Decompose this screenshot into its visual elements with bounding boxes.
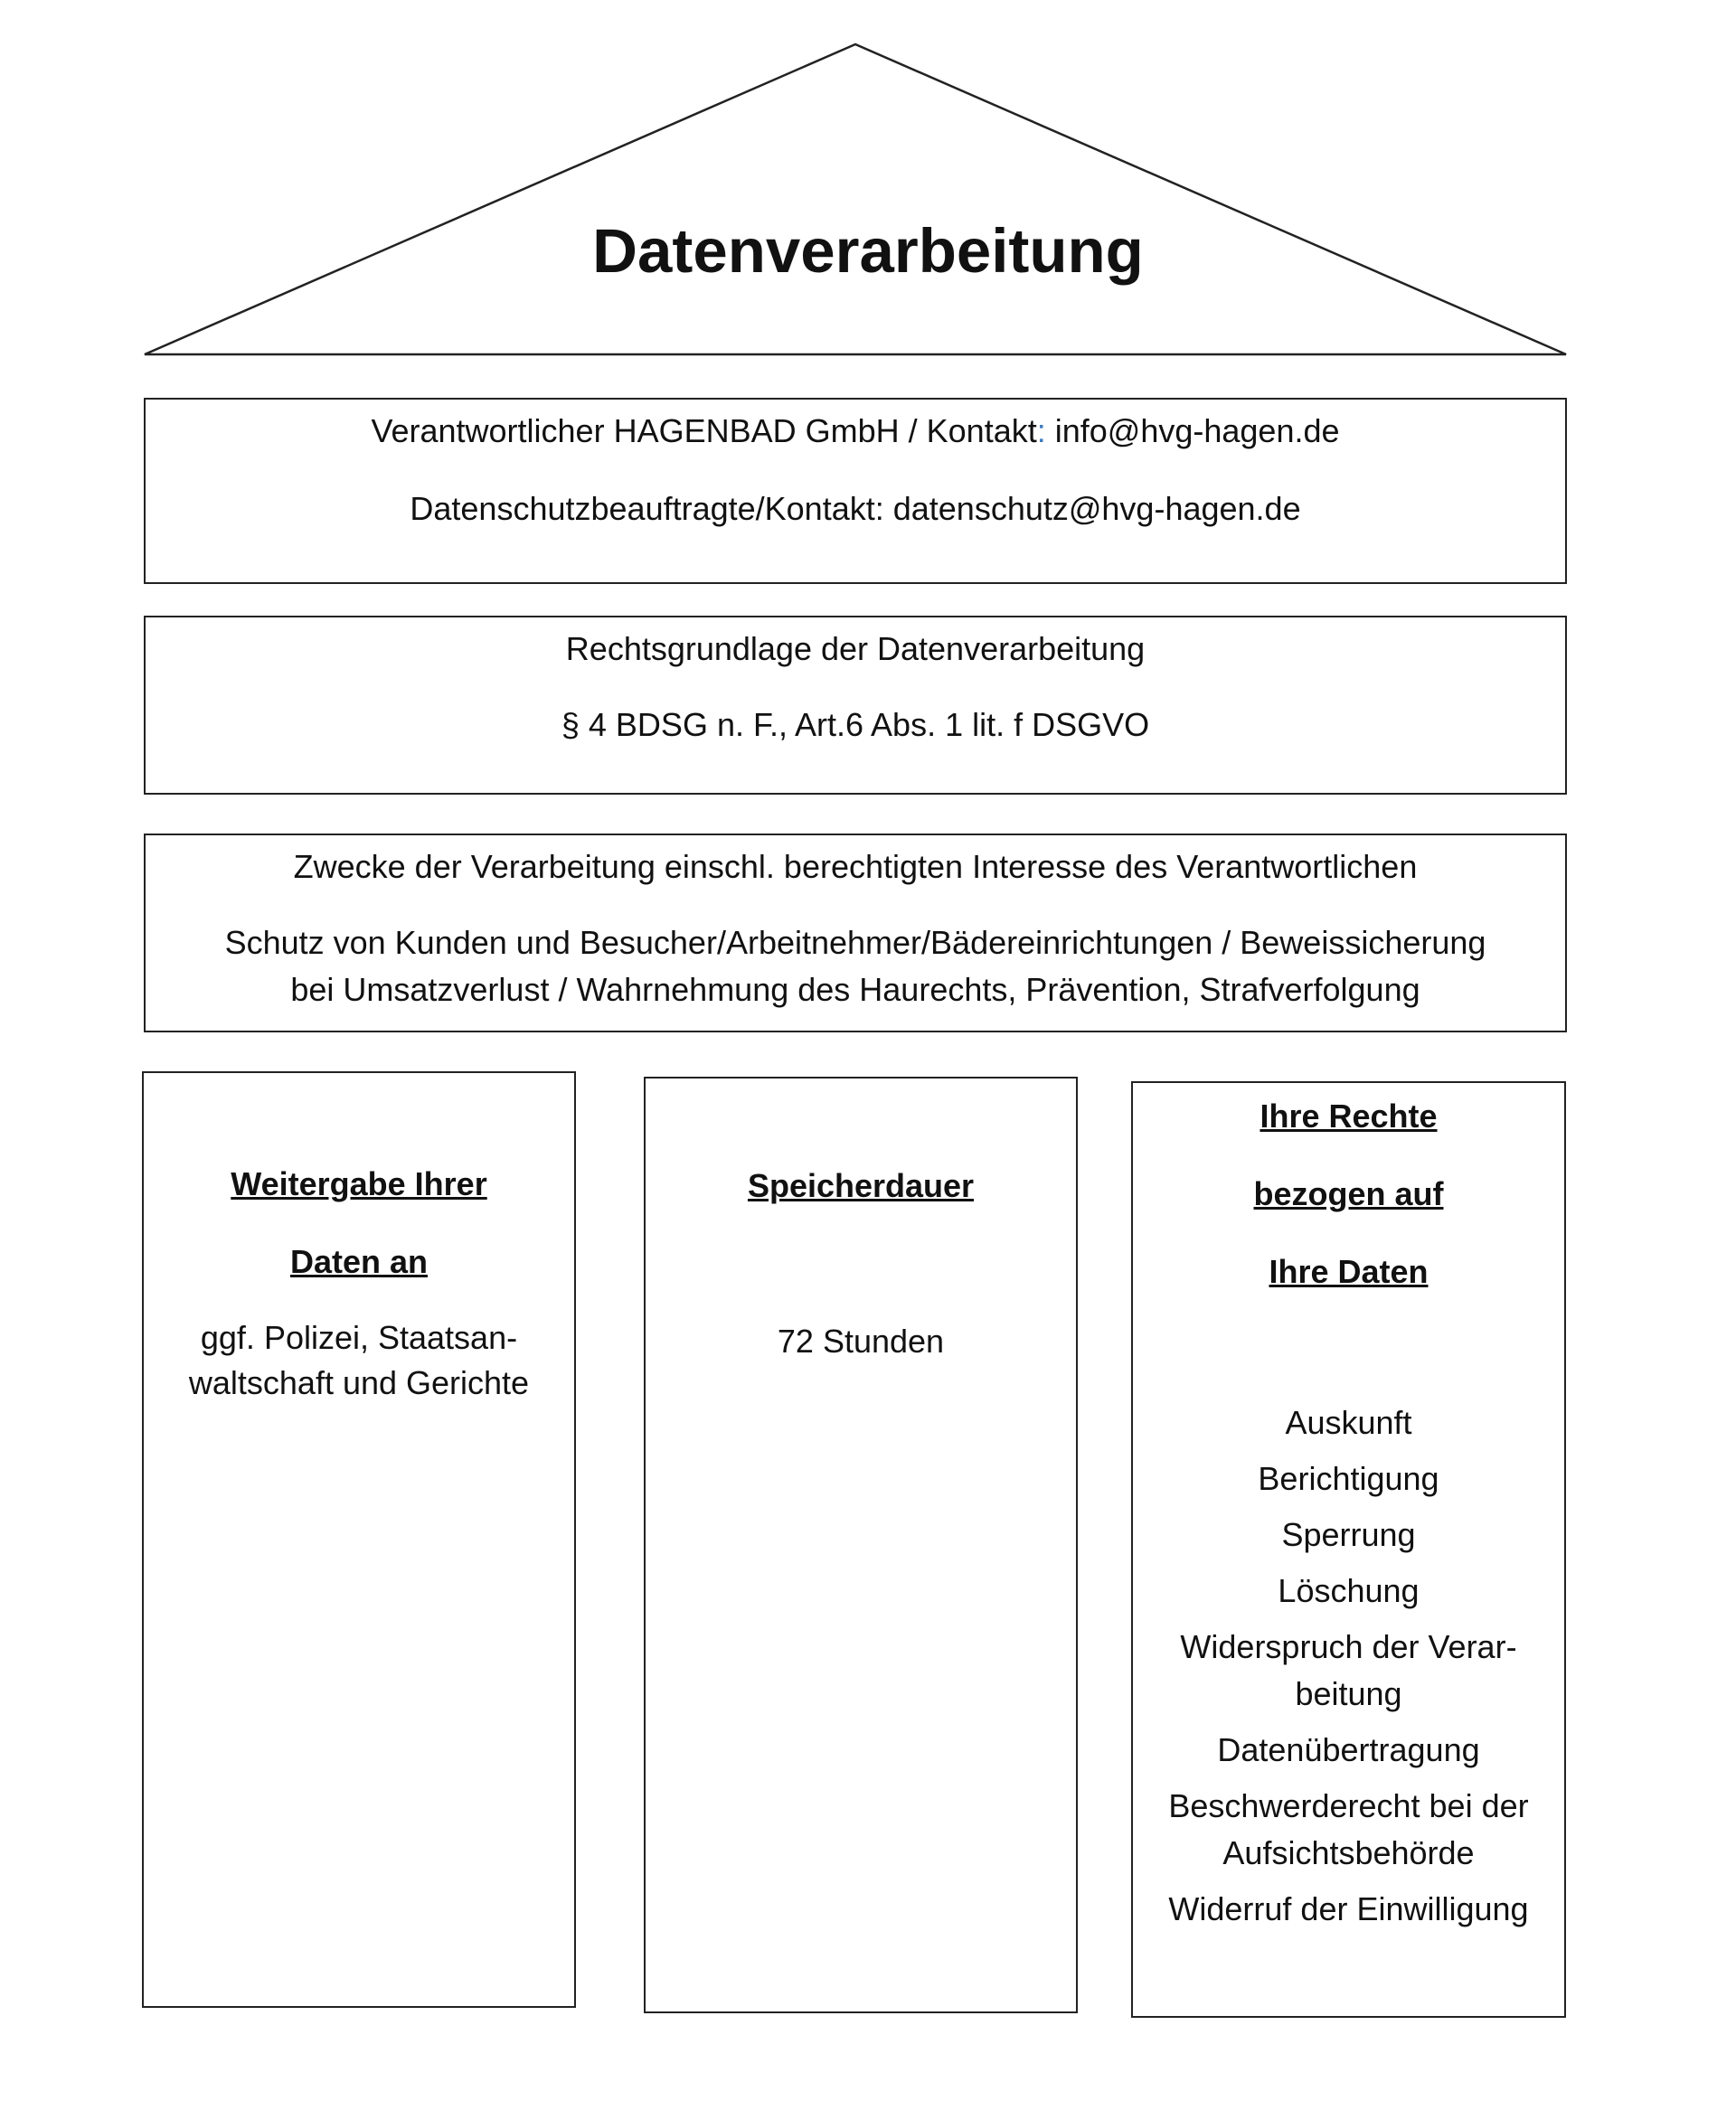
rights-item: [1133, 1568, 1564, 1615]
rights-item: [1133, 1624, 1564, 1718]
rights-item: [1133, 1455, 1564, 1502]
disclosure-heading-1: Weitergabe Ihrer: [231, 1165, 487, 1202]
rights-list: [1133, 1399, 1564, 1942]
rights-heading-1: Ihre Rechte: [1260, 1097, 1438, 1135]
rights-item: [1133, 1512, 1564, 1559]
controller-email: info@hvg-hagen.de: [1054, 412, 1340, 449]
rights-item-text: Widerruf der Einwilligung: [1168, 1890, 1529, 1927]
rights-item-text: Auskunft: [1285, 1404, 1412, 1441]
controller-separator: :: [1036, 412, 1046, 449]
disclosure-heading-2: Daten an: [289, 1243, 429, 1280]
rights-item: [1133, 1399, 1564, 1446]
rights-item-text: beitung: [1295, 1675, 1402, 1712]
purposes-heading: Zwecke der Verarbeitung einschl. berechtigten Interesse des Verantwortlichen: [293, 848, 1418, 885]
rights-item-text: Widerspruch der Verar-: [1180, 1628, 1517, 1665]
purposes-box: [144, 834, 1567, 1032]
rights-item: [1133, 1727, 1564, 1774]
disclosure-text-1: ggf. Polizei, Staatsan-: [200, 1319, 518, 1356]
retention-value: 72 Stunden: [777, 1323, 945, 1360]
rights-item: [1133, 1783, 1564, 1877]
legal-basis-text: § 4 BDSG n. F., Art.6 Abs. 1 lit. f DSGVO: [561, 706, 1150, 743]
rights-box: [1131, 1081, 1566, 2018]
controller-label: Verantwortlicher HAGENBAD GmbH / Kontakt: [371, 412, 1037, 449]
rights-heading-2: bezogen auf: [1253, 1175, 1444, 1212]
purposes-line-2: bei Umsatzverlust / Wahrnehmung des Haurechts, Prävention, Strafverfolgung: [290, 971, 1420, 1008]
rights-item-text: Beschwerderecht bei der: [1168, 1787, 1529, 1824]
rights-heading-3: Ihre Daten: [1269, 1253, 1429, 1290]
rights-item-text: Sperrung: [1281, 1516, 1416, 1553]
rights-item-text: Löschung: [1278, 1572, 1420, 1609]
roof-triangle: [0, 0, 1736, 362]
legal-basis-heading: Rechtsgrundlage der Datenverarbeitung: [565, 630, 1146, 667]
rights-item-text: Berichtigung: [1258, 1460, 1439, 1497]
rights-item: [1133, 1886, 1564, 1933]
controller-box: [144, 398, 1567, 584]
retention-heading: Speicherdauer: [747, 1167, 975, 1204]
rights-item-text: Datenübertragung: [1217, 1731, 1480, 1768]
rights-item-text: Aufsichtsbehörde: [1222, 1834, 1475, 1871]
disclosure-text-2: waltschaft und Gerichte: [188, 1364, 530, 1401]
disclosure-box: [142, 1071, 576, 2008]
retention-box: [644, 1077, 1078, 2013]
page-title: Datenverarbeitung: [592, 216, 1144, 286]
controller-line: [146, 412, 1565, 450]
dpo-line: Datenschutzbeauftragte/Kontakt: datenschutz@hvg-hagen.de: [410, 490, 1301, 527]
legal-basis-box: [144, 616, 1567, 795]
purposes-line-1: Schutz von Kunden und Besucher/Arbeitnehmer/Bädereinrichtungen / Beweissicherung: [224, 924, 1486, 961]
